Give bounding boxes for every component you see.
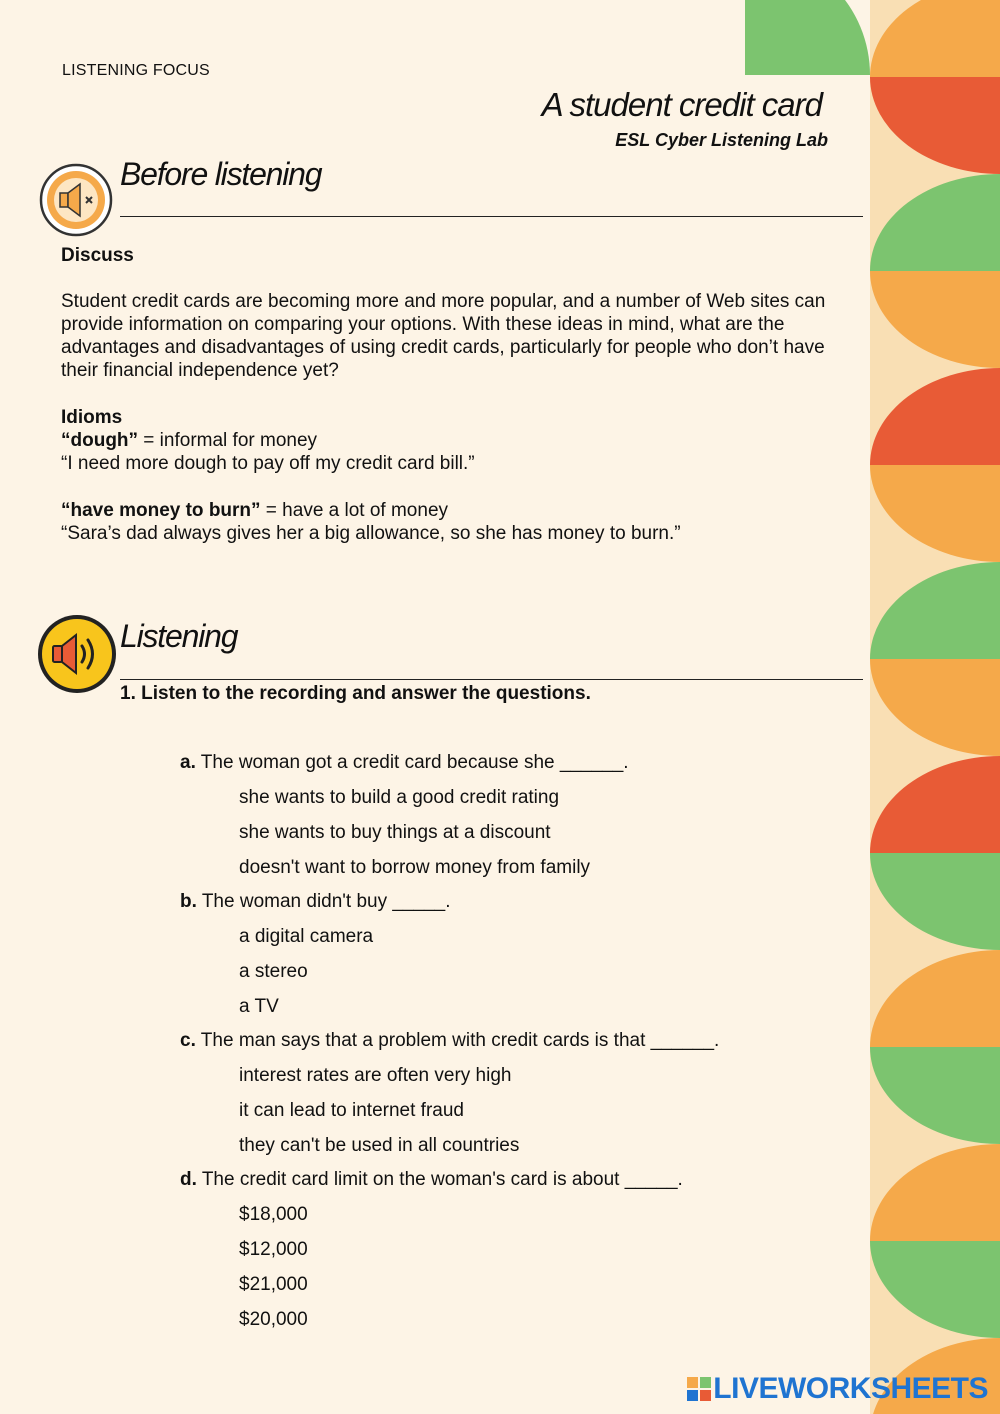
- answer-option[interactable]: they can't be used in all countries: [239, 1135, 520, 1156]
- logo-mark-icon: [687, 1377, 711, 1401]
- discuss-line: advantages and disadvantages of using credit cards, particularly for people who don’t have: [61, 337, 825, 358]
- question-letter: b.: [180, 891, 197, 912]
- question-d: [180, 1169, 683, 1191]
- idiom-entry: [61, 499, 681, 545]
- answer-option[interactable]: it can lead to internet fraud: [239, 1100, 464, 1121]
- idiom-definition: = informal for money: [138, 430, 318, 451]
- question-text: The woman didn't buy _____.: [196, 891, 451, 912]
- discuss-heading: Discuss: [61, 245, 134, 266]
- question-c: [180, 1030, 719, 1052]
- listening-instruction: 1. Listen to the recording and answer the questions.: [120, 683, 591, 704]
- idiom-entry: [61, 429, 475, 475]
- idiom-example: “I need more dough to pay off my credit card bill.”: [61, 453, 475, 474]
- question-text: The man says that a problem with credit cards is that ______.: [195, 1030, 720, 1051]
- header-label: LISTENING FOCUS: [62, 62, 210, 79]
- question-letter: d.: [180, 1169, 197, 1190]
- question-text: The woman got a credit card because she ______.: [195, 752, 629, 773]
- answer-option[interactable]: $12,000: [239, 1239, 308, 1260]
- idiom-term: “have money to burn”: [61, 500, 261, 521]
- answer-option[interactable]: a stereo: [239, 961, 308, 982]
- worksheet-title: A student credit card: [541, 86, 822, 123]
- answer-option[interactable]: doesn't want to borrow money from family: [239, 857, 591, 878]
- discuss-line: Student credit cards are becoming more and more popular, and a number of Web sites can: [61, 291, 826, 312]
- answer-option[interactable]: $20,000: [239, 1309, 308, 1330]
- logo-text: LIVEWORKSHEETS: [713, 1372, 988, 1405]
- answer-option[interactable]: $18,000: [239, 1204, 308, 1225]
- green-quarter-shape: [745, 0, 870, 75]
- answer-option[interactable]: $21,000: [239, 1274, 308, 1295]
- idiom-example: “Sara’s dad always gives her a big allowance, so she has money to burn.”: [61, 523, 681, 544]
- question-text: The credit card limit on the woman's card is about _____.: [196, 1169, 683, 1190]
- discuss-line: provide information on comparing your options. With these ideas in mind, what are the: [61, 314, 785, 335]
- section-divider: [120, 216, 863, 217]
- muted-speaker-icon: [38, 162, 114, 238]
- listening-title: Listening: [120, 618, 238, 654]
- idioms-heading: Idioms: [61, 407, 123, 428]
- answer-option[interactable]: she wants to buy things at a discount: [239, 822, 551, 843]
- worksheet-subtitle: ESL Cyber Listening Lab: [615, 130, 828, 150]
- decorative-shape-strip: [745, 0, 1000, 1414]
- idiom-definition: = have a lot of money: [260, 500, 449, 521]
- discuss-paragraph: [61, 290, 891, 382]
- answer-option[interactable]: a digital camera: [239, 926, 374, 947]
- question-a: [180, 752, 629, 774]
- before-listening-title: Before listening: [120, 156, 322, 192]
- decorative-shapes: [745, 0, 1000, 1414]
- answer-option[interactable]: interest rates are often very high: [239, 1065, 512, 1086]
- question-b: [180, 891, 451, 913]
- liveworksheets-logo[interactable]: [687, 1372, 988, 1406]
- section-divider: [120, 679, 863, 680]
- speaker-icon: [36, 613, 118, 695]
- question-letter: a.: [180, 752, 196, 773]
- discuss-line: their financial independence yet?: [61, 360, 339, 381]
- answer-option[interactable]: she wants to build a good credit rating: [239, 787, 560, 808]
- question-letter: c.: [180, 1030, 196, 1051]
- idiom-term: “dough”: [61, 430, 139, 451]
- answer-option[interactable]: a TV: [239, 996, 279, 1017]
